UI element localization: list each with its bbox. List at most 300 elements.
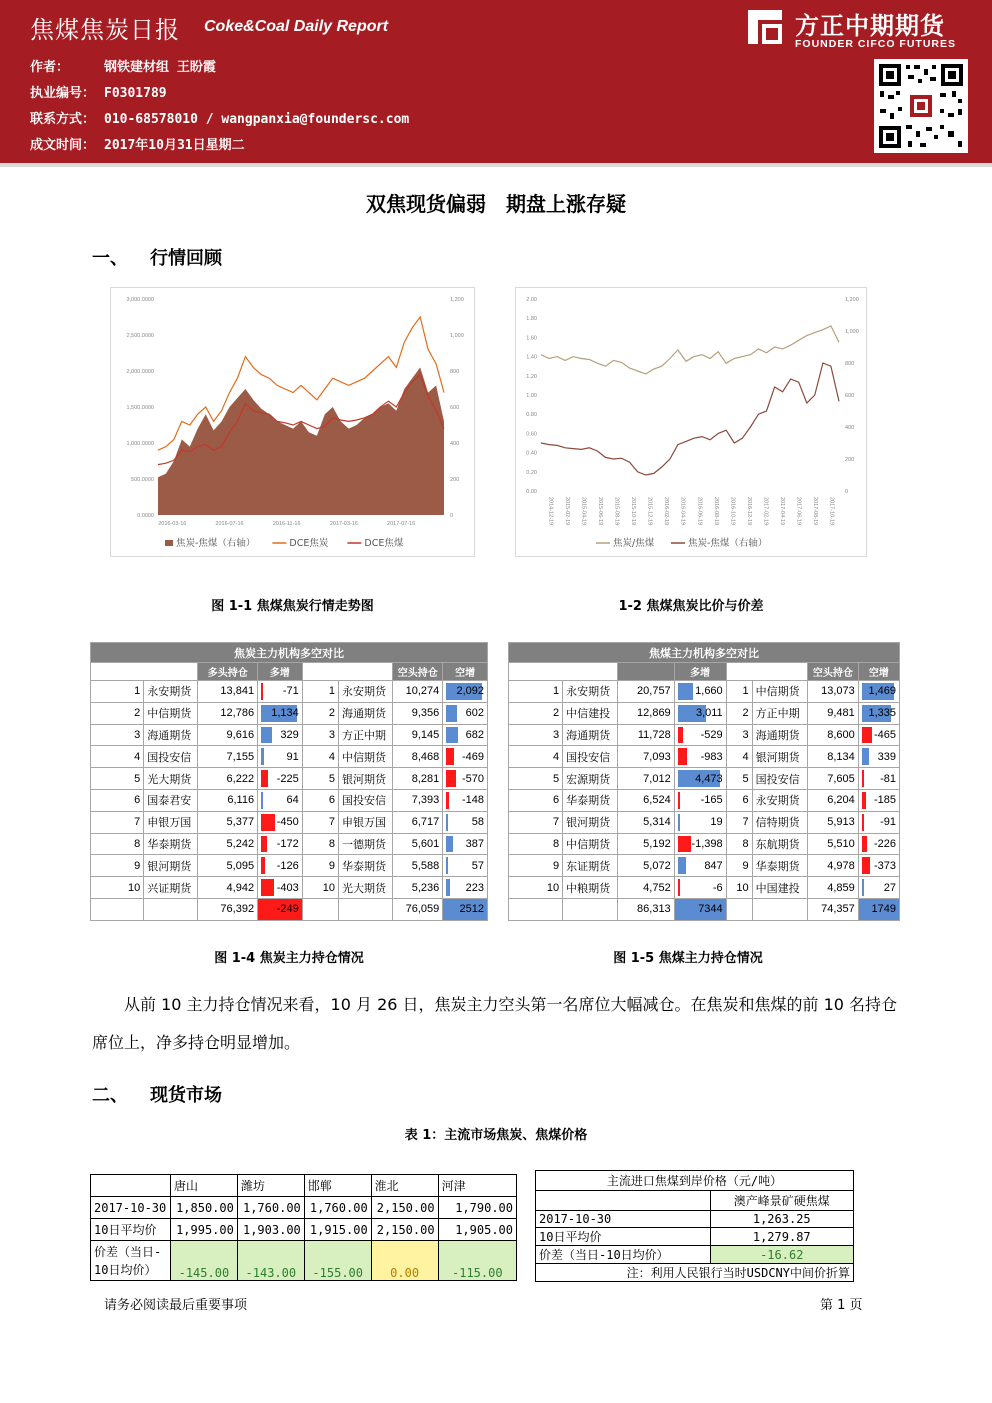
rank-cell: 1	[302, 681, 338, 703]
hold-cell: 6,116	[198, 789, 258, 811]
chart-1-svg	[111, 288, 476, 558]
broker-name: 永安期货	[338, 681, 392, 703]
change-cell: -165	[674, 789, 726, 811]
broker-name: 华泰期货	[338, 855, 392, 877]
y-tick-label: 2,500.0000	[126, 333, 154, 339]
hold-cell: 12,869	[618, 702, 674, 724]
x-tick-label: 2015-04-19	[580, 497, 587, 526]
broker-name: 东航期货	[752, 833, 807, 855]
table-row	[509, 789, 900, 811]
rank-cell: 2	[91, 702, 144, 724]
city-header: 潍坊	[237, 1175, 304, 1197]
rank-cell: 3	[91, 724, 144, 746]
city-header: 唐山	[170, 1175, 237, 1197]
table-row	[509, 833, 900, 855]
y2-tick-label: 1,200	[450, 297, 464, 303]
change-cell: 339	[858, 746, 899, 768]
rank-cell: 2	[302, 702, 338, 724]
broker-name: 华泰期货	[752, 855, 807, 877]
broker-name: 海通期货	[752, 724, 807, 746]
chart-coke-coal-trend	[110, 287, 475, 557]
rank-cell: 8	[91, 833, 144, 855]
chart-2-svg	[516, 288, 868, 558]
broker-name: 银河期货	[752, 746, 807, 768]
rank-cell: 5	[91, 768, 144, 790]
city-header: 邯郸	[304, 1175, 371, 1197]
contact: 010-68578010 / wangpanxia@foundersc.com	[104, 112, 410, 127]
legend-swatch	[165, 540, 173, 546]
row-label: 2017-10-30	[536, 1211, 711, 1228]
hold-cell: 5,242	[198, 833, 258, 855]
y-tick-label: 1,500.0000	[126, 405, 154, 411]
y-tick-label: 1.60	[526, 335, 537, 342]
change-bar	[446, 727, 458, 744]
rank-cell: 7	[726, 811, 752, 833]
broker-name: 银河期货	[338, 768, 392, 790]
hold-cell: 8,281	[393, 768, 443, 790]
rank-cell: 4	[302, 746, 338, 768]
rank-cell: 6	[509, 789, 563, 811]
x-tick-label: 2017-04-19	[779, 497, 786, 526]
y2-tick-label: 0	[450, 513, 454, 519]
change-cell: -148	[443, 789, 488, 811]
import-col-header: 澳产峰景矿硬焦煤	[710, 1191, 853, 1211]
broker-name: 海通期货	[338, 702, 392, 724]
table-row	[509, 768, 900, 790]
change-bar	[446, 814, 448, 831]
hold-cell: 5,913	[807, 811, 858, 833]
change-bar	[678, 792, 680, 809]
caption-fig-1-1: 图 1-1 焦煤焦炭行情走势图	[211, 599, 374, 614]
rank-cell: 4	[509, 746, 563, 768]
y-tick-label: 0.0000	[137, 513, 154, 519]
change-bar	[862, 814, 864, 831]
hold-cell: 6,222	[198, 768, 258, 790]
table-row	[509, 877, 900, 899]
rank-cell: 3	[726, 724, 752, 746]
change-bar	[446, 857, 448, 874]
broker-name: 国投安信	[338, 789, 392, 811]
spread-cell: -16.62	[710, 1246, 853, 1264]
y2-tick-label: 0	[845, 489, 849, 495]
broker-name: 方正中期	[338, 724, 392, 746]
section-2-heading: 二、 现货市场	[92, 1085, 222, 1106]
change-cell: 1,335	[858, 702, 899, 724]
total-long-hold: 86,313	[618, 898, 674, 920]
x-tick-label: 2015-02-19	[563, 497, 570, 526]
rank-cell: 6	[302, 789, 338, 811]
table-row	[509, 702, 900, 724]
change-bar	[678, 814, 680, 831]
total-short-chg: 1749	[858, 898, 899, 920]
change-bar	[261, 836, 266, 853]
undefined	[338, 898, 392, 920]
qr-code-icon	[874, 59, 968, 153]
change-cell: -6	[674, 877, 726, 899]
rank-cell: 4	[91, 746, 144, 768]
hold-cell: 4,752	[618, 877, 674, 899]
legend-label: DCE焦煤	[364, 538, 404, 549]
undefined	[752, 898, 807, 920]
x-tick-label: 2014-12-19	[547, 497, 554, 526]
rank-cell: 3	[509, 724, 563, 746]
rank-cell: 10	[726, 877, 752, 899]
broker-name: 永安期货	[752, 789, 807, 811]
coal-short-hold-header: 空头持仓	[807, 663, 858, 681]
broker-name: 宏源期货	[563, 768, 618, 790]
rank-cell: 9	[726, 855, 752, 877]
y-tick-label: 500.0000	[131, 477, 154, 483]
broker-name: 国投安信	[563, 746, 618, 768]
page-number: 第 1 页	[820, 1298, 863, 1313]
caption-fig-1-5: 图 1-5 焦煤主力持仓情况	[613, 951, 763, 966]
caption-table-1: 表 1：主流市场焦炭、焦煤价格	[404, 1128, 588, 1143]
rank-cell: 10	[509, 877, 563, 899]
change-cell: -1,398	[674, 833, 726, 855]
change-cell: -403	[258, 877, 303, 899]
hold-cell: 9,145	[393, 724, 443, 746]
rank-cell: 5	[302, 768, 338, 790]
hold-cell: 7,605	[807, 768, 858, 790]
chart-ratio-spread	[515, 287, 867, 557]
hold-cell: 9,481	[807, 702, 858, 724]
total-long-chg: -249	[258, 898, 303, 920]
x-tick-label: 2016-02-19	[663, 497, 670, 526]
footer-disclaimer: 请务必阅读最后重要事项	[104, 1298, 248, 1313]
hold-cell: 4,859	[807, 877, 858, 899]
broker-name: 中信期货	[563, 833, 618, 855]
rank-cell: 3	[302, 724, 338, 746]
total-short-chg: 2512	[443, 898, 488, 920]
undefined	[91, 898, 144, 920]
rank-cell: 2	[509, 702, 563, 724]
hold-cell: 9,356	[393, 702, 443, 724]
rank-cell: 9	[509, 855, 563, 877]
hold-cell: 10,274	[393, 681, 443, 703]
x-tick-label: 2016-03-16	[158, 521, 187, 527]
hold-cell: 7,393	[393, 789, 443, 811]
coke-positions-table	[90, 642, 488, 921]
license-row: 执业编号： F0301789	[30, 86, 167, 101]
city-header: 河津	[438, 1175, 516, 1197]
change-cell: -225	[258, 768, 303, 790]
spread-cell: -143.00	[237, 1241, 304, 1281]
y-tick-label: 1,000.0000	[126, 441, 154, 447]
hold-cell: 8,468	[393, 746, 443, 768]
logo-cn: 方正中期期货	[795, 12, 945, 40]
table-row	[91, 877, 488, 899]
date-row: 成文时间： 2017年10月31日星期二	[30, 138, 245, 153]
report-subtitle: Coke&Coal Daily Report	[204, 18, 389, 35]
y2-tick-label: 200	[845, 457, 855, 463]
y2-tick-label: 800	[450, 369, 460, 375]
change-bar	[678, 879, 680, 896]
broker-name: 信特期货	[752, 811, 807, 833]
change-bar	[678, 857, 686, 874]
x-tick-label: 2015-06-19	[596, 497, 603, 526]
x-tick-label: 2016-08-19	[712, 497, 719, 526]
price-cell: 1,915.00	[304, 1219, 371, 1241]
coal-table-title: 焦煤主力机构多空对比	[509, 643, 900, 663]
x-tick-label: 2017-10-19	[828, 497, 835, 526]
rank-cell: 6	[726, 789, 752, 811]
analysis-paragraph: 从前 10 主力持仓情况来看，10 月 26 日，焦炭主力空头第一名席位大幅减仓。在焦炭和焦煤的前 10 名持仓席位上，净多持仓明显增加。	[92, 995, 898, 1052]
change-bar	[678, 836, 691, 853]
coke-table-title: 焦炭主力机构多空对比	[91, 643, 488, 663]
series-line	[541, 363, 839, 475]
table-row	[91, 702, 488, 724]
broker-name: 华泰期货	[144, 833, 198, 855]
rank-cell: 6	[91, 789, 144, 811]
y2-tick-label: 200	[450, 477, 460, 483]
rank-cell: 4	[726, 746, 752, 768]
legend-label: 焦炭/焦煤	[613, 538, 655, 549]
price-cell: 1,760.00	[237, 1197, 304, 1219]
total-row	[509, 898, 900, 920]
change-cell: 1,134	[258, 702, 303, 724]
hold-cell: 6,524	[618, 789, 674, 811]
report-header	[0, 0, 992, 163]
y-tick-label: 1.80	[526, 316, 537, 323]
license-number: F0301789	[104, 86, 167, 101]
y-tick-label: 1.00	[526, 393, 537, 399]
change-bar	[678, 748, 687, 765]
total-long-hold: 76,392	[198, 898, 258, 920]
coal-positions-table	[508, 642, 900, 921]
y2-tick-label: 1,000	[450, 333, 464, 339]
header-divider	[0, 163, 992, 167]
spread-cell: -155.00	[304, 1241, 371, 1281]
broker-name: 国投安信	[752, 768, 807, 790]
x-tick-label: 2015-10-19	[630, 497, 637, 526]
undefined	[302, 898, 338, 920]
main-title: 双焦现货偏弱 期盘上涨存疑	[366, 192, 626, 216]
rank-cell: 5	[509, 768, 563, 790]
broker-name: 中粮期货	[563, 877, 618, 899]
table-row	[91, 789, 488, 811]
row-label: 价差（当日- 10日均价）	[91, 1241, 171, 1281]
broker-name: 中信建投	[563, 702, 618, 724]
hold-cell: 5,192	[618, 833, 674, 855]
row-label: 10日平均价	[91, 1219, 171, 1241]
change-bar	[678, 727, 683, 744]
hold-cell: 13,841	[198, 681, 258, 703]
change-cell: -91	[858, 811, 899, 833]
hold-cell: 20,757	[618, 681, 674, 703]
import-price-table	[535, 1170, 854, 1282]
table-row	[91, 768, 488, 790]
y-tick-label: 0.20	[526, 469, 537, 476]
broker-name: 银河期货	[563, 811, 618, 833]
hold-cell: 6,204	[807, 789, 858, 811]
table-row	[91, 746, 488, 768]
change-cell: -465	[858, 724, 899, 746]
undefined	[563, 898, 618, 920]
hold-cell: 4,978	[807, 855, 858, 877]
coke-short-hold-header: 空头持仓	[393, 663, 443, 681]
change-cell: 4,473	[674, 768, 726, 790]
broker-name: 光大期货	[338, 877, 392, 899]
change-cell: 329	[258, 724, 303, 746]
table-row	[509, 811, 900, 833]
y2-tick-label: 400	[450, 441, 460, 447]
broker-name: 海通期货	[563, 724, 618, 746]
change-bar	[446, 705, 456, 722]
coal-long-chg-header: 多增	[674, 663, 726, 681]
change-bar	[261, 814, 275, 831]
y-tick-label: 0.60	[526, 431, 537, 438]
x-tick-label: 2015-08-19	[613, 497, 620, 526]
hold-cell: 5,314	[618, 811, 674, 833]
broker-name: 东证期货	[563, 855, 618, 877]
change-bar	[261, 748, 264, 765]
change-bar	[261, 770, 268, 787]
rank-cell: 7	[302, 811, 338, 833]
rank-cell: 10	[302, 877, 338, 899]
broker-name: 方正中期	[752, 702, 807, 724]
change-cell: 2,092	[443, 681, 488, 703]
hold-cell: 13,073	[807, 681, 858, 703]
undefined	[726, 898, 752, 920]
row-label: 价差（当日-10日均价）	[536, 1246, 711, 1264]
city-header: 淮北	[371, 1175, 438, 1197]
change-cell: -570	[443, 768, 488, 790]
change-cell: 58	[443, 811, 488, 833]
legend-label: 焦炭-焦煤（右轴）	[176, 538, 256, 549]
price-cell: 1,905.00	[438, 1219, 516, 1241]
change-bar	[446, 748, 454, 765]
y-tick-label: 3,000.0000	[126, 297, 154, 303]
hold-cell: 7,012	[618, 768, 674, 790]
row-label: 10日平均价	[536, 1228, 711, 1246]
author-row: 作者： 钢铁建材组 王盼霞	[30, 60, 216, 75]
price-cell: 1,279.87	[710, 1228, 853, 1246]
change-bar	[446, 792, 449, 809]
change-bar	[678, 683, 694, 700]
total-row	[91, 898, 488, 920]
x-tick-label: 2017-03-16	[329, 521, 358, 527]
hold-cell: 5,510	[807, 833, 858, 855]
hold-cell: 4,942	[198, 877, 258, 899]
x-tick-label: 2017-06-19	[795, 497, 802, 526]
change-bar	[446, 770, 456, 787]
price-cell: 1,903.00	[237, 1219, 304, 1241]
total-short-hold: 74,357	[807, 898, 858, 920]
import-table-title: 主流进口焦煤到岸价格（元/吨）	[536, 1171, 854, 1191]
import-note: 注：利用人民银行当时USDCNY中间价折算	[536, 1264, 854, 1282]
change-cell: 847	[674, 855, 726, 877]
y-tick-label: 2,000.0000	[126, 369, 154, 375]
hold-cell: 5,095	[198, 855, 258, 877]
change-cell: 19	[674, 811, 726, 833]
coal-short-chg-header: 空增	[858, 663, 899, 681]
rank-cell: 7	[91, 811, 144, 833]
hold-cell: 5,377	[198, 811, 258, 833]
hold-cell: 5,236	[393, 877, 443, 899]
change-bar	[862, 879, 864, 896]
rank-cell: 8	[726, 833, 752, 855]
broker-name: 国投安信	[144, 746, 198, 768]
table-row	[509, 855, 900, 877]
change-cell: -983	[674, 746, 726, 768]
series-line	[541, 326, 839, 374]
y2-tick-label: 1,200	[845, 297, 859, 303]
rank-cell: 2	[726, 702, 752, 724]
broker-name: 银河期货	[144, 855, 198, 877]
price-cell: 1,995.00	[170, 1219, 237, 1241]
y-tick-label: 1.40	[526, 354, 537, 361]
broker-name: 一德期货	[338, 833, 392, 855]
coke-long-chg-header: 多增	[258, 663, 303, 681]
report-date: 2017年10月31日星期二	[104, 138, 245, 153]
price-cell: 1,760.00	[304, 1197, 371, 1219]
spread-cell: -115.00	[438, 1241, 516, 1281]
rank-cell: 9	[91, 855, 144, 877]
legend-label: DCE焦炭	[289, 538, 329, 549]
y-tick-label: 0.80	[526, 412, 537, 419]
x-tick-label: 2016-10-19	[729, 497, 736, 526]
change-cell: 602	[443, 702, 488, 724]
rank-cell: 1	[91, 681, 144, 703]
change-cell: -450	[258, 811, 303, 833]
change-cell: 387	[443, 833, 488, 855]
broker-name: 华泰期货	[563, 789, 618, 811]
change-cell: -185	[858, 789, 899, 811]
change-bar	[261, 792, 263, 809]
rank-cell: 9	[302, 855, 338, 877]
price-cell: 1,263.25	[710, 1211, 853, 1228]
section-1-heading: 一、 行情回顾	[92, 248, 222, 269]
change-cell: 64	[258, 789, 303, 811]
x-tick-label: 2017-02-19	[762, 497, 769, 526]
change-bar	[862, 727, 872, 744]
change-cell: 91	[258, 746, 303, 768]
broker-name: 海通期货	[144, 724, 198, 746]
undefined	[144, 898, 198, 920]
y-tick-label: 1.20	[526, 373, 537, 380]
spread-cell: 0.00	[371, 1241, 438, 1281]
x-tick-label: 2016-06-19	[696, 497, 703, 526]
founder-logo-icon	[746, 8, 784, 46]
change-cell: 1,660	[674, 681, 726, 703]
table-row	[91, 681, 488, 703]
table-row	[91, 855, 488, 877]
y2-tick-label: 600	[450, 405, 460, 411]
broker-name: 国泰君安	[144, 789, 198, 811]
hold-cell: 5,588	[393, 855, 443, 877]
caption-fig-1-2: 1-2 焦煤焦炭比价与价差	[618, 599, 764, 614]
change-cell: 1,469	[858, 681, 899, 703]
change-bar	[862, 857, 870, 874]
change-bar	[261, 727, 271, 744]
change-cell: -469	[443, 746, 488, 768]
change-bar	[261, 879, 274, 896]
change-cell: 682	[443, 724, 488, 746]
change-bar	[862, 770, 864, 787]
change-cell: 57	[443, 855, 488, 877]
rank-cell: 5	[726, 768, 752, 790]
hold-cell: 9,616	[198, 724, 258, 746]
hold-cell: 8,600	[807, 724, 858, 746]
rank-cell: 1	[509, 681, 563, 703]
rank-cell: 8	[302, 833, 338, 855]
x-tick-label: 2016-07-16	[215, 521, 244, 527]
y-tick-label: 2.00	[526, 297, 537, 303]
price-cell: 1,790.00	[438, 1197, 516, 1219]
y2-tick-label: 800	[845, 361, 855, 367]
rank-cell: 1	[726, 681, 752, 703]
change-cell: -226	[858, 833, 899, 855]
